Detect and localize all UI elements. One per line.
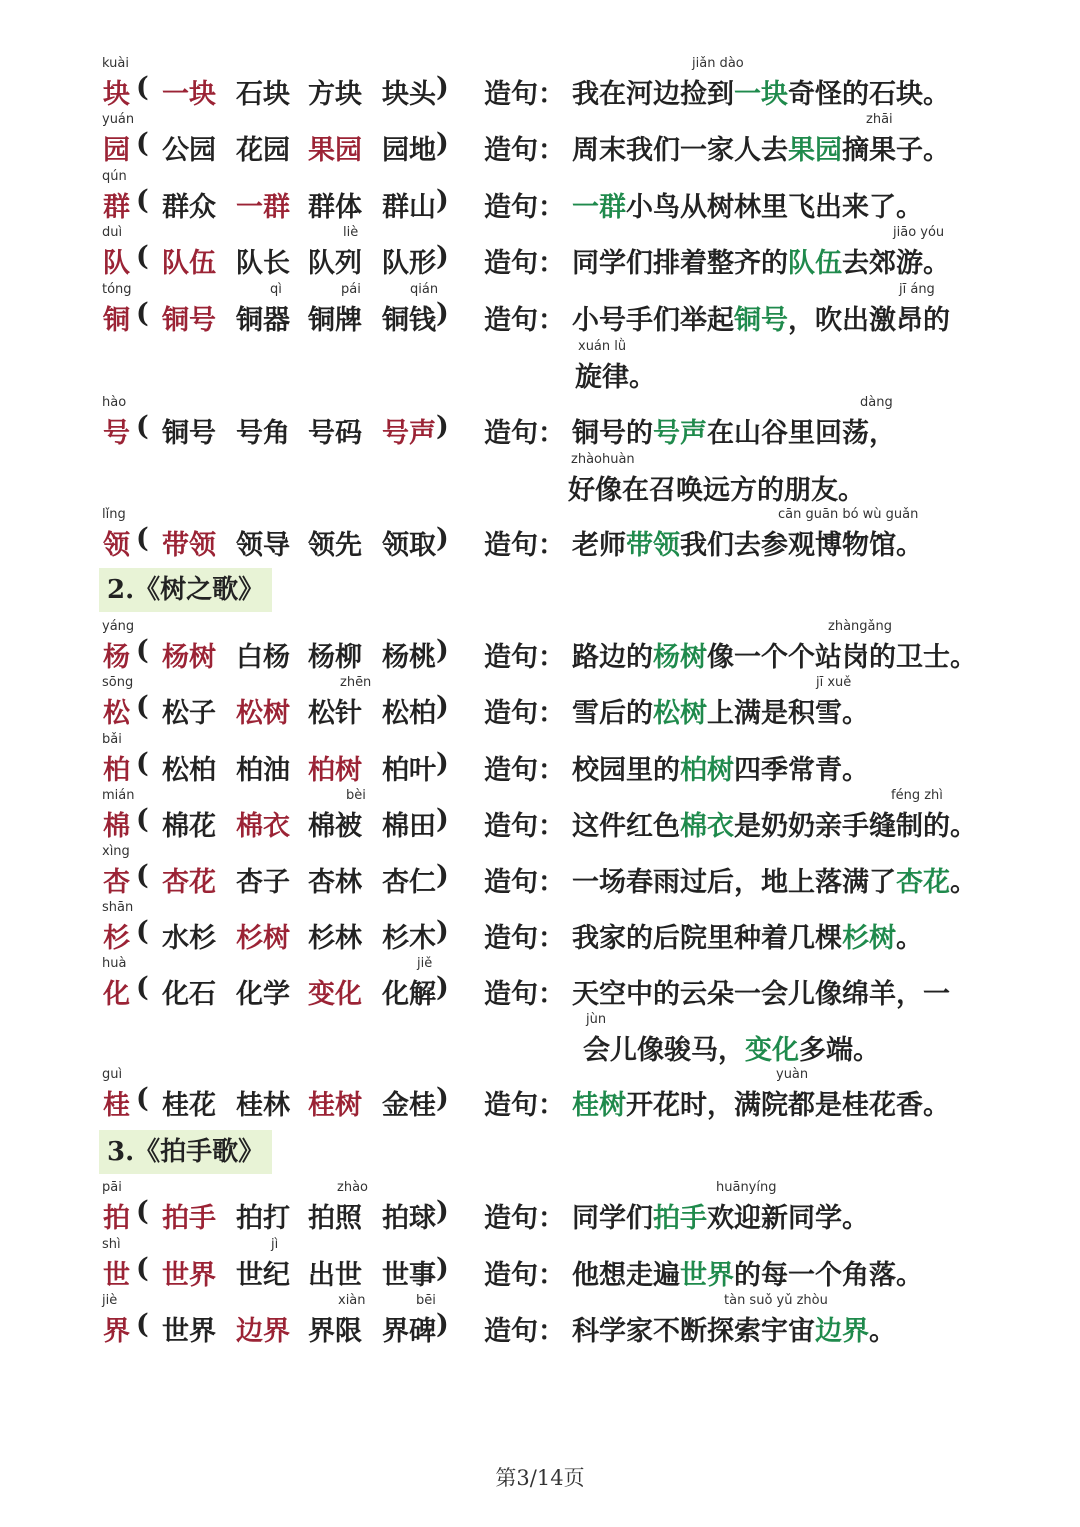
sentence-keyword: 世界 bbox=[680, 1260, 734, 1291]
vocab-word: 化学 bbox=[236, 979, 290, 1010]
example-sentence bbox=[572, 748, 869, 787]
sentence-text: 路边的 bbox=[572, 642, 653, 673]
head-character: 柏 bbox=[103, 755, 130, 786]
vocab-word: 花园 bbox=[236, 135, 290, 166]
open-paren: ( bbox=[136, 691, 149, 722]
vocab-word: 队形 bbox=[382, 248, 436, 279]
vocab-word: 柏油 bbox=[236, 755, 290, 786]
vocab-word: 化解 bbox=[382, 979, 436, 1010]
vocab-word: 松柏 bbox=[162, 755, 216, 786]
sentence-label: 造句： bbox=[484, 698, 565, 729]
close-paren: ) bbox=[436, 298, 449, 329]
entry-row bbox=[0, 1063, 1080, 1119]
vocab-word: 队列 bbox=[308, 248, 362, 279]
sentence-label: 造句： bbox=[484, 530, 565, 561]
vocab-word: 世界 bbox=[162, 1316, 216, 1347]
pinyin-annotation: bèi bbox=[346, 788, 366, 803]
sentence-keyword: 拍手 bbox=[653, 1203, 707, 1234]
head-character: 松 bbox=[103, 698, 130, 729]
vocab-word: 领导 bbox=[236, 530, 290, 561]
pinyin-annotation: zhēn bbox=[340, 675, 372, 690]
example-sentence bbox=[572, 972, 950, 1011]
sentence-label: 造句： bbox=[484, 923, 565, 954]
close-paren: ) bbox=[436, 411, 449, 442]
head-pinyin: jiè bbox=[102, 1293, 118, 1308]
close-paren: ) bbox=[436, 185, 449, 216]
vocab-word: 棉被 bbox=[308, 811, 362, 842]
head-character: 化 bbox=[103, 979, 130, 1010]
vocab-word: 金桂 bbox=[382, 1090, 436, 1121]
example-sentence bbox=[572, 128, 950, 167]
sentence-label: 造句： bbox=[484, 867, 565, 898]
vocab-word: 石块 bbox=[236, 79, 290, 110]
sentence-text: 在山谷里回荡， bbox=[707, 418, 896, 449]
pinyin-annotation: xuán lǜ bbox=[578, 339, 627, 354]
close-paren: ) bbox=[436, 241, 449, 272]
sentence-text: 天空中的云朵一会儿像绵羊，一 bbox=[572, 979, 950, 1010]
entry-row bbox=[0, 840, 1080, 896]
open-paren: ( bbox=[136, 748, 149, 779]
vocab-word: 棉花 bbox=[162, 811, 216, 842]
vocab-word: 拍手 bbox=[162, 1203, 216, 1234]
pinyin-annotation: bēi bbox=[416, 1293, 436, 1308]
close-paren: ) bbox=[436, 1253, 449, 1284]
entry-row bbox=[0, 671, 1080, 727]
head-pinyin: qún bbox=[102, 169, 127, 184]
sentence-keyword: 队伍 bbox=[788, 248, 842, 279]
sentence-text: 多端。 bbox=[799, 1035, 880, 1066]
example-sentence bbox=[572, 523, 923, 562]
head-character: 队 bbox=[103, 248, 130, 279]
vocab-word: 柏叶 bbox=[382, 755, 436, 786]
open-paren: ( bbox=[136, 411, 149, 442]
vocab-word: 棉田 bbox=[382, 811, 436, 842]
vocab-word: 一群 bbox=[236, 192, 290, 223]
sentence-keyword: 杉树 bbox=[842, 923, 896, 954]
vocab-word: 杉林 bbox=[308, 923, 362, 954]
open-paren: ( bbox=[136, 128, 149, 159]
vocab-word: 铜器 bbox=[236, 305, 290, 336]
sentence-keyword: 带领 bbox=[626, 530, 680, 561]
close-paren: ) bbox=[436, 916, 449, 947]
open-paren: ( bbox=[136, 1083, 149, 1114]
open-paren: ( bbox=[136, 241, 149, 272]
entry-row bbox=[0, 952, 1080, 1008]
sentence-keyword: 号声 bbox=[653, 418, 707, 449]
vocab-word: 铜牌 bbox=[308, 305, 362, 336]
vocab-word: 界限 bbox=[308, 1316, 362, 1347]
vocab-word: 边界 bbox=[236, 1316, 290, 1347]
sentence-text: 。 bbox=[950, 867, 977, 898]
head-pinyin: mián bbox=[102, 788, 135, 803]
vocab-word: 号码 bbox=[308, 418, 362, 449]
sentence-text: 是奶奶亲手缝制的。 bbox=[734, 811, 977, 842]
vocab-word: 变化 bbox=[308, 979, 362, 1010]
head-character: 铜 bbox=[103, 305, 130, 336]
example-sentence bbox=[572, 804, 977, 843]
open-paren: ( bbox=[136, 635, 149, 666]
pinyin-annotation: zhàohuàn bbox=[571, 452, 635, 467]
sentence-text: 一场春雨过后，地上落满了 bbox=[572, 867, 896, 898]
pinyin-annotation: jiě bbox=[417, 956, 433, 971]
open-paren: ( bbox=[136, 298, 149, 329]
sentence-label: 造句： bbox=[484, 811, 565, 842]
sentence-keyword: 桂树 bbox=[572, 1090, 626, 1121]
vocab-word: 号声 bbox=[382, 418, 436, 449]
entry-row bbox=[0, 391, 1080, 447]
pinyin-annotation: huānyíng bbox=[716, 1180, 777, 1195]
pinyin-annotation: yuàn bbox=[776, 1067, 809, 1082]
sentence-label: 造句： bbox=[484, 1316, 565, 1347]
head-pinyin: kuài bbox=[102, 56, 129, 71]
open-paren: ( bbox=[136, 860, 149, 891]
pinyin-annotation: jiāo yóu bbox=[893, 225, 945, 240]
sentence-text: 开花时，满院都是桂花香。 bbox=[626, 1090, 950, 1121]
sentence-label: 造句： bbox=[484, 135, 565, 166]
pinyin-annotation: jī xuě bbox=[816, 675, 852, 690]
pinyin-annotation: dàng bbox=[860, 395, 893, 410]
vocab-word: 桂林 bbox=[236, 1090, 290, 1121]
vocab-word: 一块 bbox=[162, 79, 216, 110]
sentence-text: 像一个个站岗的卫士。 bbox=[707, 642, 977, 673]
example-sentence bbox=[572, 635, 977, 674]
vocab-word: 杏花 bbox=[162, 867, 216, 898]
vocab-word: 拍照 bbox=[308, 1203, 362, 1234]
head-pinyin: yáng bbox=[102, 619, 135, 634]
sentence-keyword: 变化 bbox=[745, 1035, 799, 1066]
sentence-label: 造句： bbox=[484, 979, 565, 1010]
vocab-word: 果园 bbox=[308, 135, 362, 166]
sentence-keyword: 棉衣 bbox=[680, 811, 734, 842]
entry-row bbox=[0, 503, 1080, 559]
sentence-text: 旋律。 bbox=[575, 362, 656, 393]
sentence-keyword: 边界 bbox=[815, 1316, 869, 1347]
vocab-word: 块头 bbox=[382, 79, 436, 110]
close-paren: ) bbox=[436, 860, 449, 891]
head-pinyin: sōng bbox=[102, 675, 134, 690]
vocab-word: 杨桃 bbox=[382, 642, 436, 673]
pinyin-annotation: qián bbox=[410, 282, 439, 297]
vocab-word: 棉衣 bbox=[236, 811, 290, 842]
sentence-continuation bbox=[0, 1008, 1080, 1064]
vocab-word: 白杨 bbox=[236, 642, 290, 673]
vocab-word: 杨树 bbox=[162, 642, 216, 673]
vocab-word: 杉木 bbox=[382, 923, 436, 954]
sentence-continuation bbox=[0, 448, 1080, 504]
head-pinyin: duì bbox=[102, 225, 123, 240]
vocab-word: 杏子 bbox=[236, 867, 290, 898]
sentence-label: 造句： bbox=[484, 755, 565, 786]
example-sentence bbox=[572, 411, 896, 450]
head-pinyin: hào bbox=[102, 395, 127, 410]
example-sentence bbox=[572, 1309, 896, 1348]
sentence-label: 造句： bbox=[484, 418, 565, 449]
sentence-text: 周末我们一家人去 bbox=[572, 135, 788, 166]
open-paren: ( bbox=[136, 1253, 149, 1284]
entry-row bbox=[0, 278, 1080, 334]
sentence-text: 好像在召唤远方的朋友。 bbox=[568, 475, 865, 506]
sentence-text: 铜号的 bbox=[572, 418, 653, 449]
vocab-word: 松子 bbox=[162, 698, 216, 729]
pinyin-annotation: cān guān bó wù guǎn bbox=[778, 507, 919, 522]
entry-row bbox=[0, 1289, 1080, 1345]
example-sentence bbox=[572, 72, 950, 111]
sentence-text: 同学们 bbox=[572, 1203, 653, 1234]
sentence-text: 我们去参观博物馆。 bbox=[680, 530, 923, 561]
sentence-text: 会儿像骏马， bbox=[583, 1035, 745, 1066]
close-paren: ) bbox=[436, 72, 449, 103]
sentence-text: 我家的后院里种着几棵 bbox=[572, 923, 842, 954]
close-paren: ) bbox=[436, 804, 449, 835]
vocab-word: 松针 bbox=[308, 698, 362, 729]
sentence-keyword: 一块 bbox=[734, 79, 788, 110]
entry-row bbox=[0, 615, 1080, 671]
example-sentence-line2 bbox=[568, 468, 865, 507]
head-pinyin: shì bbox=[102, 1237, 121, 1252]
vocab-word: 拍打 bbox=[236, 1203, 290, 1234]
head-character: 块 bbox=[103, 79, 130, 110]
vocab-word: 世界 bbox=[162, 1260, 216, 1291]
vocab-word: 领取 bbox=[382, 530, 436, 561]
head-pinyin: huà bbox=[102, 956, 127, 971]
sentence-text: 这件红色 bbox=[572, 811, 680, 842]
close-paren: ) bbox=[436, 128, 449, 159]
entry-row bbox=[0, 1176, 1080, 1232]
sentence-label: 造句： bbox=[484, 1090, 565, 1121]
close-paren: ) bbox=[436, 1309, 449, 1340]
head-character: 棉 bbox=[103, 811, 130, 842]
vocab-word: 园地 bbox=[382, 135, 436, 166]
sentence-text: 他想走遍 bbox=[572, 1260, 680, 1291]
entry-row bbox=[0, 221, 1080, 277]
open-paren: ( bbox=[136, 523, 149, 554]
head-character: 领 bbox=[103, 530, 130, 561]
sentence-label: 造句： bbox=[484, 1260, 565, 1291]
sentence-keyword: 柏树 bbox=[680, 755, 734, 786]
vocab-word: 杉树 bbox=[236, 923, 290, 954]
pinyin-annotation: zhàngǎng bbox=[828, 619, 892, 634]
vocab-word: 群体 bbox=[308, 192, 362, 223]
vocab-word: 铜钱 bbox=[382, 305, 436, 336]
sentence-text: 欢迎新同学。 bbox=[707, 1203, 869, 1234]
example-sentence bbox=[572, 298, 950, 337]
sentence-text: 校园里的 bbox=[572, 755, 680, 786]
sentence-text: 奇怪的石块。 bbox=[788, 79, 950, 110]
head-pinyin: bǎi bbox=[102, 732, 122, 747]
vocab-word: 铜号 bbox=[162, 418, 216, 449]
entry-row bbox=[0, 784, 1080, 840]
example-sentence-line2 bbox=[583, 1028, 880, 1067]
sentence-text: 同学们排着整齐的 bbox=[572, 248, 788, 279]
head-character: 杏 bbox=[103, 867, 130, 898]
vocab-word: 领先 bbox=[308, 530, 362, 561]
close-paren: ) bbox=[436, 972, 449, 1003]
head-pinyin: shān bbox=[102, 900, 134, 915]
vocab-word: 松树 bbox=[236, 698, 290, 729]
head-character: 世 bbox=[103, 1260, 130, 1291]
sentence-text: 老师 bbox=[572, 530, 626, 561]
head-pinyin: yuán bbox=[102, 112, 135, 127]
sentence-label: 造句： bbox=[484, 642, 565, 673]
pinyin-annotation: féng zhì bbox=[891, 788, 943, 803]
close-paren: ) bbox=[436, 691, 449, 722]
sentence-keyword: 松树 bbox=[653, 698, 707, 729]
pinyin-annotation: liè bbox=[343, 225, 359, 240]
pinyin-annotation: jùn bbox=[586, 1012, 607, 1027]
section-heading: 2.《树之歌》 bbox=[99, 568, 272, 612]
pinyin-annotation: jiǎn dào bbox=[692, 56, 744, 71]
pinyin-annotation: jì bbox=[271, 1237, 279, 1252]
head-pinyin: lǐng bbox=[102, 507, 126, 522]
example-sentence bbox=[572, 916, 923, 955]
sentence-keyword: 一群 bbox=[572, 192, 626, 223]
entry-row bbox=[0, 728, 1080, 784]
open-paren: ( bbox=[136, 916, 149, 947]
entry-row bbox=[0, 108, 1080, 164]
vocab-word: 化石 bbox=[162, 979, 216, 1010]
sentence-keyword: 杏花 bbox=[896, 867, 950, 898]
sentence-text: 。 bbox=[869, 1316, 896, 1347]
head-pinyin: tóng bbox=[102, 282, 132, 297]
open-paren: ( bbox=[136, 972, 149, 1003]
open-paren: ( bbox=[136, 185, 149, 216]
entry-row bbox=[0, 165, 1080, 221]
vocab-word: 柏树 bbox=[308, 755, 362, 786]
vocab-word: 公园 bbox=[162, 135, 216, 166]
pinyin-annotation: xiàn bbox=[338, 1293, 366, 1308]
pinyin-annotation: zhāi bbox=[866, 112, 893, 127]
sentence-label: 造句： bbox=[484, 305, 565, 336]
example-sentence bbox=[572, 691, 869, 730]
head-character: 号 bbox=[103, 418, 130, 449]
sentence-text: 摘果子。 bbox=[842, 135, 950, 166]
head-character: 杨 bbox=[103, 642, 130, 673]
vocab-word: 桂树 bbox=[308, 1090, 362, 1121]
sentence-text: 雪后的 bbox=[572, 698, 653, 729]
open-paren: ( bbox=[136, 72, 149, 103]
head-character: 园 bbox=[103, 135, 130, 166]
vocab-word: 队伍 bbox=[162, 248, 216, 279]
sentence-text: ，吹出激昂的 bbox=[788, 305, 950, 336]
head-pinyin: pāi bbox=[102, 1180, 122, 1195]
vocab-word: 群山 bbox=[382, 192, 436, 223]
sentence-keyword: 杨树 bbox=[653, 642, 707, 673]
vocab-word: 松柏 bbox=[382, 698, 436, 729]
vocab-word: 方块 bbox=[308, 79, 362, 110]
vocab-word: 杏林 bbox=[308, 867, 362, 898]
open-paren: ( bbox=[136, 804, 149, 835]
page-number: 第3/14页 bbox=[495, 1466, 585, 1490]
open-paren: ( bbox=[136, 1309, 149, 1340]
entry-row bbox=[0, 896, 1080, 952]
example-sentence bbox=[572, 241, 950, 280]
head-pinyin: guì bbox=[102, 1067, 123, 1082]
sentence-label: 造句： bbox=[484, 248, 565, 279]
close-paren: ) bbox=[436, 523, 449, 554]
vocab-word: 世纪 bbox=[236, 1260, 290, 1291]
pinyin-annotation: qì bbox=[270, 282, 282, 297]
sentence-text: 四季常青。 bbox=[734, 755, 869, 786]
example-sentence bbox=[572, 1253, 923, 1292]
head-character: 拍 bbox=[103, 1203, 130, 1234]
example-sentence-line2 bbox=[575, 355, 656, 394]
vocab-word: 号角 bbox=[236, 418, 290, 449]
vocab-word: 水杉 bbox=[162, 923, 216, 954]
sentence-label: 造句： bbox=[484, 79, 565, 110]
sentence-label: 造句： bbox=[484, 192, 565, 223]
head-character: 杉 bbox=[103, 923, 130, 954]
vocab-word: 拍球 bbox=[382, 1203, 436, 1234]
pinyin-annotation: tàn suǒ yǔ zhòu bbox=[724, 1293, 828, 1308]
pinyin-annotation: pái bbox=[341, 282, 361, 297]
sentence-text: 上满是积雪。 bbox=[707, 698, 869, 729]
close-paren: ) bbox=[436, 748, 449, 779]
vocab-word: 桂花 bbox=[162, 1090, 216, 1121]
sentence-text: 去郊游。 bbox=[842, 248, 950, 279]
head-character: 界 bbox=[103, 1316, 130, 1347]
sentence-text: 科学家不断探索宇宙 bbox=[572, 1316, 815, 1347]
sentence-text: 的每一个角落。 bbox=[734, 1260, 923, 1291]
sentence-text: 我在河边捡到 bbox=[572, 79, 734, 110]
example-sentence bbox=[572, 1196, 869, 1235]
vocab-word: 群众 bbox=[162, 192, 216, 223]
close-paren: ) bbox=[436, 635, 449, 666]
sentence-text: 小鸟从树林里飞出来了。 bbox=[626, 192, 923, 223]
vocab-word: 杨柳 bbox=[308, 642, 362, 673]
close-paren: ) bbox=[436, 1196, 449, 1227]
sentence-text: 。 bbox=[896, 923, 923, 954]
section-heading: 3.《拍手歌》 bbox=[99, 1130, 272, 1174]
vocab-word: 铜号 bbox=[162, 305, 216, 336]
entry-row bbox=[0, 1233, 1080, 1289]
sentence-text: 小号手们举起 bbox=[572, 305, 734, 336]
vocab-word: 带领 bbox=[162, 530, 216, 561]
entry-row bbox=[0, 52, 1080, 108]
vocab-word: 界碑 bbox=[382, 1316, 436, 1347]
open-paren: ( bbox=[136, 1196, 149, 1227]
vocab-word: 队长 bbox=[236, 248, 290, 279]
example-sentence bbox=[572, 860, 977, 899]
vocab-word: 出世 bbox=[308, 1260, 362, 1291]
example-sentence bbox=[572, 1083, 950, 1122]
sentence-keyword: 果园 bbox=[788, 135, 842, 166]
head-character: 桂 bbox=[103, 1090, 130, 1121]
sentence-continuation bbox=[0, 335, 1080, 391]
vocab-word: 世事 bbox=[382, 1260, 436, 1291]
head-pinyin: xìng bbox=[102, 844, 130, 859]
pinyin-annotation: zhào bbox=[337, 1180, 368, 1195]
vocab-word: 杏仁 bbox=[382, 867, 436, 898]
example-sentence bbox=[572, 185, 923, 224]
head-character: 群 bbox=[103, 192, 130, 223]
sentence-keyword: 铜号 bbox=[734, 305, 788, 336]
close-paren: ) bbox=[436, 1083, 449, 1114]
sentence-label: 造句： bbox=[484, 1203, 565, 1234]
pinyin-annotation: jī áng bbox=[899, 282, 935, 297]
